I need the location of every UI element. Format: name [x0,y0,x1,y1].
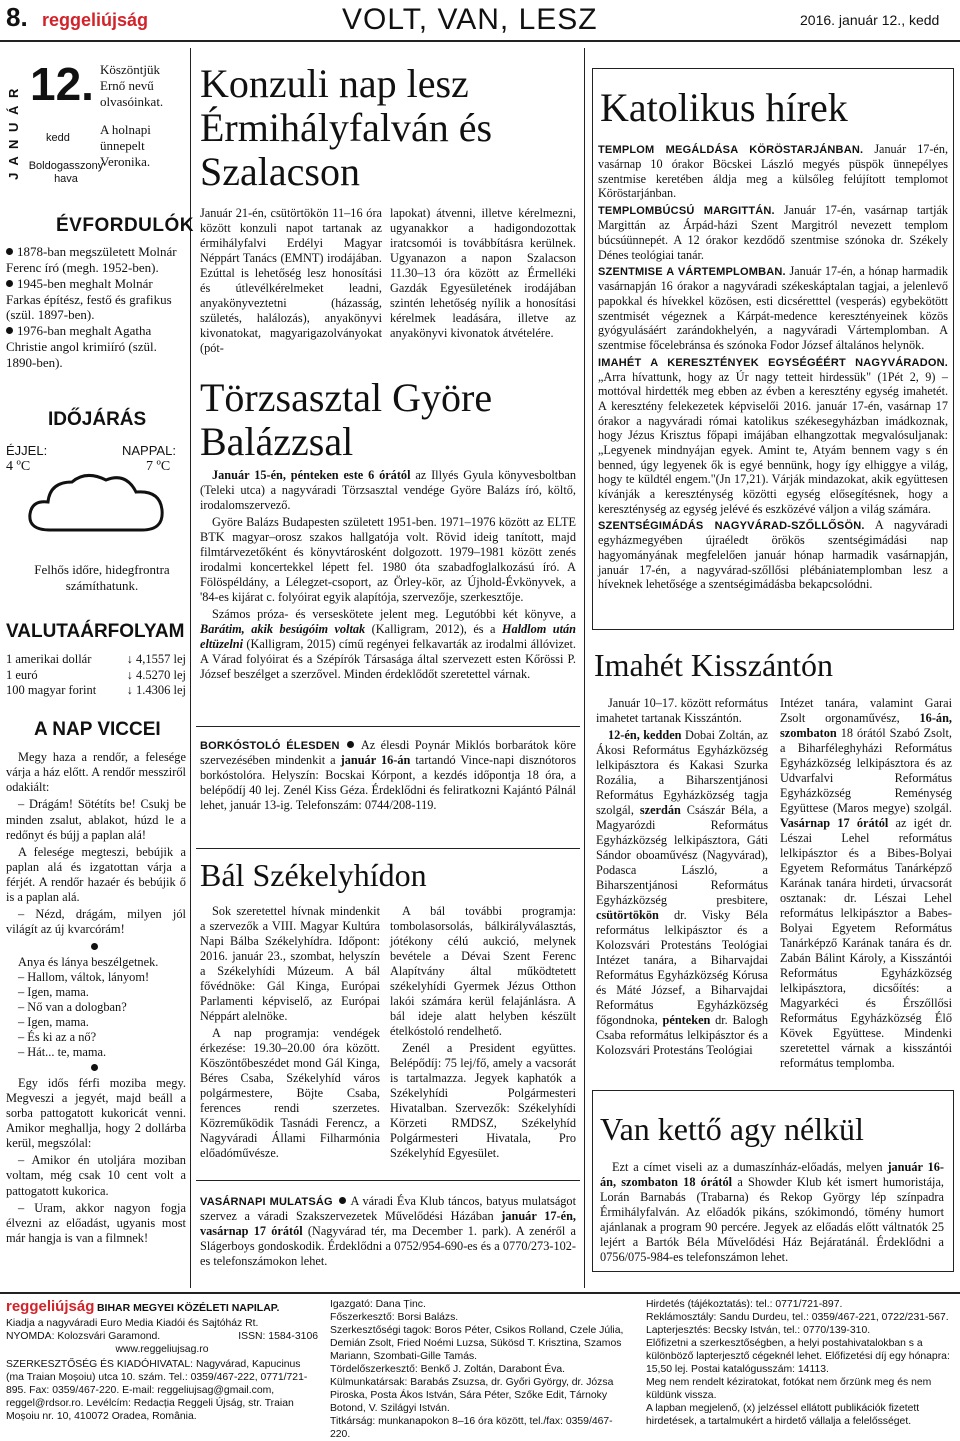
calendar-month-name: Boldogasszony hava [28,160,104,186]
borkostolo-notice: BORKÓSTOLÓ ÉLESDEN Az élesdi Poynár Miklós borbarátok köre szervezésében mindenkit a január 16-án tartandó Vince-napi disznótoros borkóstolóra. Helyszín: Bocskai Kórpont, a kezdés időpontja 18 óra, a belépődíj 40 lej. Zenél Kiss Géza. Érdeklődni és feliratkozni Kajántó Pálnál lehet, január 13-ig. Telefonszám: 0744/208-119. [200,738,577,813]
exchange-row: 1 amerikai dollár ↓ 4,1557 lej [6,652,186,666]
exchange-row: 100 magyar forint ↓ 1.4306 lej [6,683,186,698]
imahet-headline: Imahét Kisszántón [594,647,834,683]
consular-col-2: lapokat) átvenni, illetve kérelmezni, ugyanakkor a hadigondozottak iratcsomói is továbbításra kerülnek. Ugyanazon a napon Szalacson 11.30–13 óra között az Érmelléki Gazdák Egyesületének irodájában szintén lehetőség nyílik a honosítási kérelmek leadására, illetve az anyakönyvi kivonatok átvételére. [390,206,576,340]
exchange-row: 1 euró ↓ 4.5270 lej [6,667,186,682]
imahet-col-1: Január 10–17. között református imahetet tartanak Kisszántón. 12-én, kedden Dobai Zoltán, az Ákosi Református Egyházközség lelkipásztora és Kakasi Szurka Rozália, a Biharszentjánosi Református Egyházközség tagja szolgál, szerdán Császár Béla, a Magyarózdi Református Egyházközség lelkipásztora, Gáti Sándor oboaművész (Nagyvárad), Podasca László, a Biharszentjánosi Református Egyházközség presbitere, csütörtökön dr. Visky Béla református lelkipásztor és a Kolozsvári Protestáns Teológiai Intézet tanára, a Biharvajdai Református Egyházközség Kórusa és Máté József, a Biharvajdai Református Egyházközség főgondnoka, pénteken dr. Balogh Csaba református lelkipásztor és a Kolozsvári Protestáns Teológiai [596,696,769,1057]
section-divider [196,726,580,727]
bullet-icon [6,280,13,287]
consular-col-1: Január 21-én, csütörtökön 11–16 óra között konzuli napot tartanak az érmihályfalvi Erdélyi Magyar Néppárt Tanács (EMNT) irodájában. Ezúttal is lehetőség lesz honosítási és útlevélkérelmeket leadni, anyakönyveztetni (házasság, születés, halálozás), anyakönyvi kivonatokat, magyarigazolványokat (pót- [200,206,382,355]
footer-brand: reggeliújság [6,1298,95,1315]
anniversaries-list [6,244,184,371]
separator-dot-icon [6,940,186,955]
catholic-headline: Katolikus hírek [600,85,848,130]
vasarnap-notice: VASÁRNAPI MULATSÁG A váradi Éva Klub táncos, batyus mulatságot szervez a váradi Szakszervezetek Művelődési Házában január 17-én, vasárnap 17 órától (Nagyvárad tér, ma December 1. park). A zenéről a Slágerboys gondoskodik. Érdeklődni a 0752/954-690-es és a 0770/273-102-es telefonszámokon lehet. [200,1194,576,1269]
anniversary-item: 1945-ben meghalt Molnár Farkas építész, festő és grafikus (szül. 1897-ben). [6,275,172,323]
weather-day-temp: 7 ºC [146,459,171,474]
catholic-body: TEMPLOM MEGÁLDÁSA KÖRÖSTARJÁNBAN. Január 17-én, vasárnap 10 órakor Böcskei László megyés püspök ünnepélyes szentmise keretében áldja meg a külsőleg felújított templomot Köröstarjánban. TEMPLOMBÚCSÚ MARGITTÁN. Január 17-én, vasárnap tartják Margittán az Árpád-házi Szent Margitról nevezett templom búcsúünnepét. A 12 órakor kezdődő szentmise szónoka dr. Székely Dénes teológiai tanár. SZENTMISE A VÁRTEMPLOMBAN. Január 17-én, a hónap harmadik vasárnapján 16 órakor a nagyváradi székeskáptalan tagjai, a jelenlevő papokkal és hívekkel közösen, esti dicséretttel (vesperás) egybekötött szentmisét végeznek a Kárpát-medence keresztényeinek közös gyógyulásáért zarándokhelyén, a nagyváradi Vártemplomban. A szentmise főcelebránsa és szónoka Fodor József általános helynök. IMAHÉT A KERESZTÉNYEK EGYSÉGÉÉRT NAGYVÁRADON. „Arra hívattunk, hogy az Úr nagy tetteit hirdessük" (1Pét 2, 9) – mottóval hirdették meg ebben az évben a keresztény egység imahetét. A keresztény felekezetek képviselői 2016. január 17-én, vasárnap 17 órakor a nagyváradi római katolikus székesegyházban imádkoznak, hogy Jézus Krisztus főpapi imájában elhangzottak megvalósuljanak: „Legyenek mindnyájan egyek. Amint te, Atyám bennem vagy s én benned, úgy legyenek ők is egyé bennünk, hogy így elhiggye a világ, hogy te küldtél engem."(Jn 17,21). Várják mindazokat, akik együttesen kívánják a kereszténység közötti egység elősegítésnek, hogy a kereszténység az egység jelévé és eszközévé váljon a világ számára. SZENTSÉGIMÁDÁS NAGYVÁRAD-SZŐLLŐSÖN. A nagyváradi egyházmegyében újraéledt örökös szentségimádási nap hagyományának megfelelően január hónap harmadik vasárnapján, január 17-én, a nagyvárad-szőllősi plébániatemplomban lesz a híveknek lehetősége a szentségimádásba bekapcsolódni. [598,142,949,592]
exchange-table [6,652,186,699]
imahet-col-2: Intézet tanára, valamint Garai Zsolt orgonaművész, 16-án, szombaton 18 órától Szabó Zsolt, a Biharféleghyházi Református Egyházközség lelkipásztora és az Udvarfalvi Református Egyházközség Reménység Együttese (Maros megye) szolgál. Vasárnap 17 órától az igét dr. Lészai Lehel református lelkipásztor és a Bibes-Bolyai Egyetem Református Tanárképző Karának tanára hirdeti, úrvacsorát osztanak: dr. Lészai Lehel református lelkipásztor a Babes-Bolyai Egyetem Református Tanárképző Karának tanára és dr. Zabán Bálint Károly, a Kisszántói Református Egyházközség lelkipásztora, dicsőítés: a Magyarkéci és Érszőllősi Református Egyházközség Élő Kövek Együttese. Mindenki szeretettel várnak a kisszántói református templomba. [780,696,952,1070]
bullet-icon [6,248,13,255]
joke-body: Megy haza a rendőr, a felesége várja a ház előtt. A rendőr messziről odakiált: – Drágám! Sötétíts be! Csukj be minden zsalut, ablakot, húzd le a redőnyt és bújj a paplan alá! A felesége megteszi, bebújik a paplan alá és izgatottan várja a férjét. A rendőr hazaér és bebújik ő is a paplan alá. – Nézd, drágám, milyen jól világít az új kvarcórám! Anya és lánya beszélgetnek. – Hallom, váltok, lányom! – Igen, mama. – Nő van a dologban? – Igen, mama. – És ki az a nő? – Hát... te, mama. Egy idős férfi moziba megy. Megveszi a jegyét, majd beáll a sorba pattogatott kukoricát venni. Amikor meghallja, hogy 2 dollárba kerül, megszólal: – Amikor én utoljára moziban voltam, még csak 10 cent volt a pattogatott kukorica. – Uram, akkor nagyon fogja élvezni az előadást, ugyanis most már hangja is van a filmnek! [6,750,186,1245]
name-day-greeting: Köszöntjük Ernő nevű olvasóinkat. [100,62,164,109]
issue-date: 2016. január 12., kedd [800,12,940,28]
calendar-day-name: kedd [46,132,70,144]
name-day-tomorrow: A holnapi ünnepelt Veronika. [100,122,151,169]
anniversaries-title: ÉVFORDULÓK [56,215,194,236]
torzsasztal-headline: Törzsasztal Györe Balázzsal [200,375,493,464]
joke-title: A NAP VICCEI [34,719,161,740]
arrow-down-icon: ↓ [126,667,136,682]
torzsasztal-body: Január 15-én, pénteken este 6 órától az Illyés Gyula könyvesboltban (Teleki utca) a nagyváradi Törzsasztal vendége Györe Balázs író, költő, irodalomszervező. Györe Balázs Budapesten született 1951-ben. 1971–1976 között az ELTE BTK magyar–orosz szakos hallgatója volt. Rövid ideig tanított, majd filmtárvezetőként és könyvtárosként dolgozott. 1979–1981 között zenés irodalmi koncertekkel lépett fel. 1980 óta szabadfoglalkozású író. A Fölöspéldány, a Lélegzet-csoport, az Örley-kör, az Újhold-Évkönyvek, a '84-es kijárat c. folyóirat egyik alapítója, szervezője, szerkesztője. Számos próza- és verseskötete jelent meg. Legutóbbi két könyve, a Barátim, akik besúgóim voltak (Kalligram, 2012), és a Haldlom után eltüzelni (Kalligram, 2015) című regényei felkavarták az irodalmi állóvizet. A Várad folyóirat és a Szépírók Társasága által szervezett esten Kőrössi P. József beszélget a szerzővel. Minden érdeklődőt szeretettel várnak. [200,468,576,681]
page-number: 8. [6,2,28,32]
footer-col-2: Igazgató: Dana Ținc. Főszerkesztő: Borsi Balázs. Szerkesztőségi tagok: Boros Péter, Csikos Rolland, Czele Júlia, Demián Zsolt, Fried Noémi Luzsa, Sükösd T. Krisztina, Szamos Mariann, Szombati-Gille Tamás. Tördelőszerkesztő: Benkő J. Zoltán, Darabont Éva. Külmunkatársak: Barabás Zsuzsa, dr. Győri György, dr. Józsa Piroska, Posta Ákos István, Sára Péter, Szőke Edit, Tárnoky Botond, V. Szilágyi István. Titkárság: munkanapokon 8–16 óra között, tel./fax: 0359/467-220. [330,1299,624,1440]
ketto-body: Ezt a címet viseli az a dumaszínház-előadás, melyen január 16-án, szombaton 18 órától a Showder Klub két ismert humoristája, Lorán Barnabás (Trabarna) és Rekop György lép színpadra Érmihályfalván. Az előadók pikáns, szókimondó, tömény humort ajánlanak a program 90 percére. Jegyek az előadás előtt váltnatók 25 lejért a Bartók Béla Művelődési Ház Bejáratánál. Érdeklődni a 0756/075-984-es telefonszámon lehet. [600,1160,945,1264]
section-title: VOLT, VAN, LESZ [342,3,598,36]
anniversary-item: 1878-ban megszületett Molnár Ferenc író (megh. 1952-ben). [6,244,177,275]
weather-title: IDŐJÁRÁS [48,409,147,430]
calendar-month: J A N U Á R [6,86,22,180]
section-divider [196,1180,580,1181]
exchange-title: VALUTAÁRFOLYAM [6,621,185,642]
arrow-down-icon: ↓ [126,683,136,698]
header-rule [0,40,960,42]
ketto-headline: Van kettő agy nélkül [600,1111,864,1147]
footer-rule [0,1292,960,1294]
consular-headline: Konzuli nap lesz Érmihályfalván és Szalacson [200,61,493,194]
separator-dot-icon [6,1061,186,1076]
section-divider [196,848,580,849]
calendar-day-number: 12. [30,58,94,110]
column-divider [584,48,585,1288]
page-header [0,0,960,38]
calendar-box [4,56,184,196]
bullet-icon [339,1197,346,1204]
footer-website[interactable]: www.reggeliujsag.ro [115,1343,209,1355]
bal-col-2: A bál további programja: tombolasorsolás, bálkirályválasztás, jótékony célú aukció, melynek bevétele a Dévai Szent Ferenc Alapítvány által működtetett székelyhídi Gyermek Jézus Otthon lakói számára kerül felajánlásra. A bál ideje alatt helyben készült ételkóstoló rendelhető. Zenél a President együttes. Belépődíj: 75 lej/fő, amely a vacsorát is tartalmazza. Jegyek kaphatók a Székelyhídi Polgármesteri Hivatalban. Szervezők: Székelyhídi Körzeti RMDSZ, Székelyhíd Polgármesteri Hivatala, Pro Székelyhíd Egyesület. [390,904,576,1160]
footer-col-1: reggeliújság BIHAR MEGYEI KÖZÉLETI NAPILAP. Kiadja a nagyváradi Euro Media Kiadói és Sajtóház Rt. NYOMDA: Kolozsvári Garamond. ISSN: 1584-3106 www.reggeliujsag.ro SZERKESZTŐSÉG ÉS KIADÓHIVATAL: Nagyvárad, Kapucinus (ma Traian Moșoiu) utca 10. szám. Tel.: 0359/467-222, 0771/721-895. Fax: 0359/467-220. E-mail: reggeliujsag@gmail.com, reggel@rdsor.ro. Levélcím: Redacția Reggeli Újság, str. Traian Moșoiu nr. 10, 410072 Oradea, România. [6,1298,318,1422]
arrow-down-icon: ↓ [126,652,136,666]
weather-forecast: Felhős időre, hidegfrontra számíthatunk. [34,562,170,593]
bal-col-1: Sok szeretettel hívnak mindenkit a szervezők a VIII. Magyar Kultúra Napi Bálba Székelyhídra. Időpont: 2016. január 23., szombat, helyszín a Székelyhídi Múzeum. A bál fővédnöke: Gál Kinga, Európai Parlamenti képviselő, az Európai Néppárt alelnöke. A nap programja: vendégek érkezése: 19.30–20.00 óra között. Köszöntőbeszédet mond Gál Kinga, Béres Csaba, Székelyhíd város polgármestere, Böjte Csaba, ferences rendi szerzetes. Közreműködik Tasnádi Ferencz, a Nagyváradi Állami Filharmónia előadóművésze. [200,904,380,1160]
weather-night-label: ÉJJEL: [6,443,48,458]
weather-day-label: NAPPAL: [122,443,176,458]
brand-logo: reggeliújság [42,10,149,30]
bal-headline: Bál Székelyhídon [200,857,427,893]
footer-col-3: Hirdetés (tájékoztatás): tel.: 0771/721-897. Reklámosztály: Sandu Durdeu, tel.: 0359/467-221, 0722/231-567. Lapterjesztés: Becsky István, tel.: 0770/139-310. Előfizetni a szerkesztőségben, a helyi postahivatalokban s a különböző lapterjesztő cégeknél lehet. Előfizetési díj egy hónapra: 15,50 lej. Postai katalógusszám: 14113. Meg nem rendelt kéziratokat, fotókat nem őrzünk meg és nem küldünk vissza. A lapban megjelenő, (x) jelzéssel ellátott publikációk fizetett hirdetések, a tartalmukért a hirdető vállalja a felelősséget. [646,1299,950,1427]
weather-night-temp: 4 ºC [6,459,31,474]
anniversary-item: 1976-ban meghalt Agatha Christie angol krimiíró (szül. 1890-ben). [6,323,157,371]
cloud-icon [22,468,172,540]
bullet-icon [6,327,13,334]
bullet-icon [347,741,354,748]
